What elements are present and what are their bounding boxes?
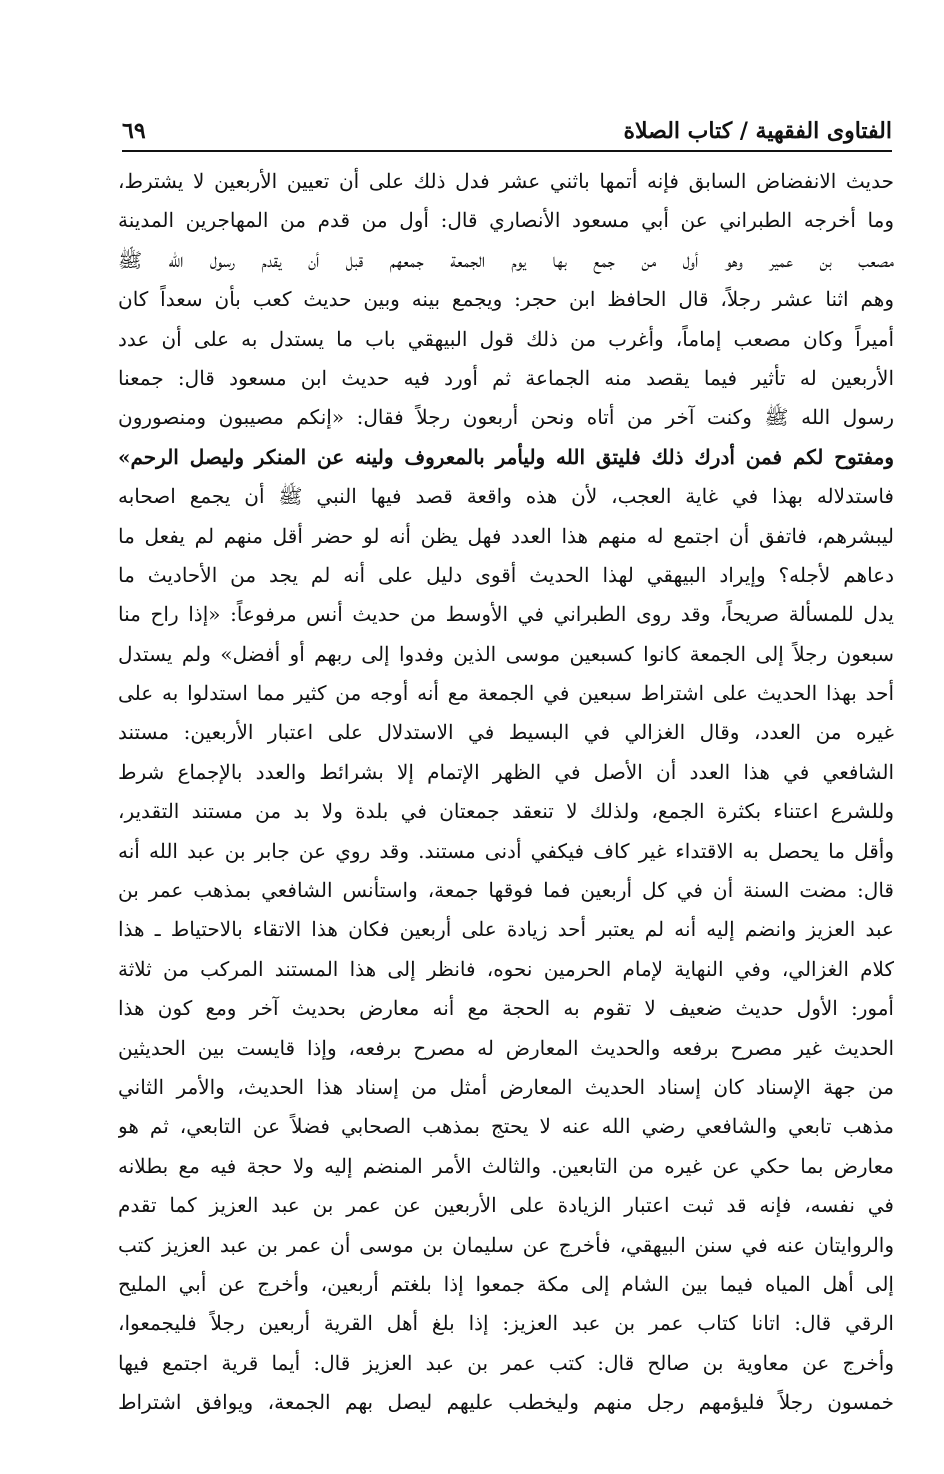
text-line: أحد بهذا الحديث على اشتراط سبعين في الجمعة مع أنه أوجه من كثير مما استدلوا به على bbox=[118, 681, 894, 706]
text-line: ومفتوح لكم فمن أدرك ذلك فليتق الله وليأمر بالمعروف ولينه عن المنكر وليصل الرحم» bbox=[118, 444, 894, 469]
text-line: غيره من العدد، وقال الغزالي في البسيط في الاستدلال على اعتبار الأربعين: مستند bbox=[118, 720, 894, 745]
header-title: الفتاوى الفقهية / كتاب الصلاة bbox=[623, 118, 892, 144]
text-line: وما أخرجه الطبراني عن أبي مسعود الأنصاري قال: أول من قدم من المهاجرين المدينة bbox=[118, 208, 894, 233]
text-line: عبد العزيز وانضم إليه أنه لم يعتبر أحد زيادة على أربعين فكان هذا الاتقاء بالاحتياط ـ هذا bbox=[118, 917, 894, 942]
text-line: الحديث غير مصرح برفعه والحديث المعارض له مصرح برفعه، وإذا قايست بين الحديثين bbox=[118, 1035, 894, 1060]
text-line: فاستدلاله بهذا في غاية العجب، لأن هذه واقعة قصد فيها النبي ﷺ أن يجمع اصحابه bbox=[118, 484, 894, 509]
text-line: سبعون رجلاً إلى الجمعة كانوا كسبعين موسى الذين وفدوا إلى ربهم أو أفضل» ولم يستدل bbox=[118, 641, 894, 666]
body-text bbox=[118, 162, 894, 1423]
text-line: الرقي قال: اتانا كتاب عمر بن عبد العزيز: إذا بلغ أهل القرية أربعين رجلاً فليجمعوا، bbox=[118, 1311, 894, 1336]
text-line: ليبشرهم، فاتفق أن اجتمع له منهم هذا العدد فهل يظن أنه لو حضر أقل منهم لم يفعل ما bbox=[118, 523, 894, 548]
text-line: خمسون رجلاً فليؤمهم رجل منهم وليخطب عليهم ليصل بهم الجمعة، ويوافق اشتراط bbox=[118, 1390, 894, 1415]
header-rule bbox=[122, 150, 892, 152]
text-line: كلام الغزالي، وفي النهاية لإمام الحرمين نحوه، فانظر إلى هذا المستند المركب من ثلاثة bbox=[118, 956, 894, 981]
text-line: الشافعي في هذا العدد أن الأصل في الظهر الإتمام إلا بشرائط والعدد بالإجماع شرط bbox=[118, 759, 894, 784]
text-line: حديث الانفضاض السابق فإنه أتمها باثني عشر فدل ذلك على أن تعيين الأربعين لا يشترط، bbox=[118, 169, 894, 193]
text-line: أمور: الأول حديث ضعيف لا تقوم به الحجة مع أنه معارض بحديث آخر ومع كون هذا bbox=[118, 996, 894, 1021]
text-line: في نفسه، فإنه قد ثبت اعتبار الزيادة على الأربعين عن عمر بن عبد العزيز كما تقدم bbox=[118, 1193, 894, 1218]
text-line: رسول الله ﷺ وكنت آخر من أتاه ونحن أربعون رجلاً فقال: «إنكم مصيبون ومنصورون bbox=[118, 405, 894, 430]
text-line: وللشرع اعتناء بكثرة الجمع، ولذلك لا تنعقد جمعتان في بلدة ولا بد من مستند التقدير، bbox=[118, 799, 894, 824]
text-line: إلى أهل المياه فيما بين الشام إلى مكة جمعوا إذا بلغتم أربعين، وأخرج عن أبي المليح bbox=[118, 1271, 894, 1296]
running-header bbox=[122, 118, 892, 144]
text-line: وأقل ما يحصل به الاقتداء غير كاف فيكفي أدنى مستند. وقد روي عن جابر بن عبد الله أنه bbox=[118, 838, 894, 863]
page-number: ٦٩ bbox=[122, 118, 146, 144]
text-line: أميراً وكان مصعب إماماً، وأغرب من ذلك قول البيهقي باب ما يستدل به على أن عدد bbox=[118, 326, 894, 351]
text-line: وهم اثنا عشر رجلاً، قال الحافظ ابن حجر: ويجمع بينه وبين حديث كعب بأن سعداً كان bbox=[118, 287, 894, 312]
text-line: من جهة الإسناد كان إسناد الحديث المعارض أمثل من إسناد هذا الحديث، والأمر الثاني bbox=[118, 1074, 894, 1099]
text-line: قال: مضت السنة أن في كل أربعين فما فوقها جمعة، واستأنس الشافعي بمذهب عمر بن bbox=[118, 878, 894, 903]
text-line: معارض بما حكي عن غيره من التابعين. والثالث الأمر المنضم إليه ولا حجة فيه مع بطلانه bbox=[118, 1153, 894, 1178]
text-line: مصعب بن عمير وهو أول من جمع بها يوم الجمعة جمعهم قبل أن يقدم رسول الله ﷺ bbox=[118, 247, 894, 272]
text-line: مذهب تابعي والشافعي رضي الله عنه لا يحتج بمذهب الصحابي فضلاً عن التابعي، ثم هو bbox=[118, 1114, 894, 1139]
text-line: دعاهم لأجله؟ وإيراد البيهقي لهذا الحديث أقوى دليل على أنه لم يجد من الأحاديث ما bbox=[118, 562, 894, 587]
text-line: يدل للمسألة صريحاً، وقد روى الطبراني في الأوسط من حديث أنس مرفوعاً: «إذا راح منا bbox=[118, 602, 894, 627]
text-line: وأخرج عن معاوية بن صالح قال: كتب عمر بن عبد العزيز قال: أيما قرية اجتمع فيها bbox=[118, 1350, 894, 1375]
text-line: والروايتان عنه في سنن البيهقي، فأخرج عن سليمان بن موسى أن عمر بن عبد العزيز كتب bbox=[118, 1232, 894, 1257]
text-line: الأربعين له تأثير فيما يقصد منه الجماعة ثم أورد فيه حديث ابن مسعود قال: جمعنا bbox=[118, 365, 894, 390]
